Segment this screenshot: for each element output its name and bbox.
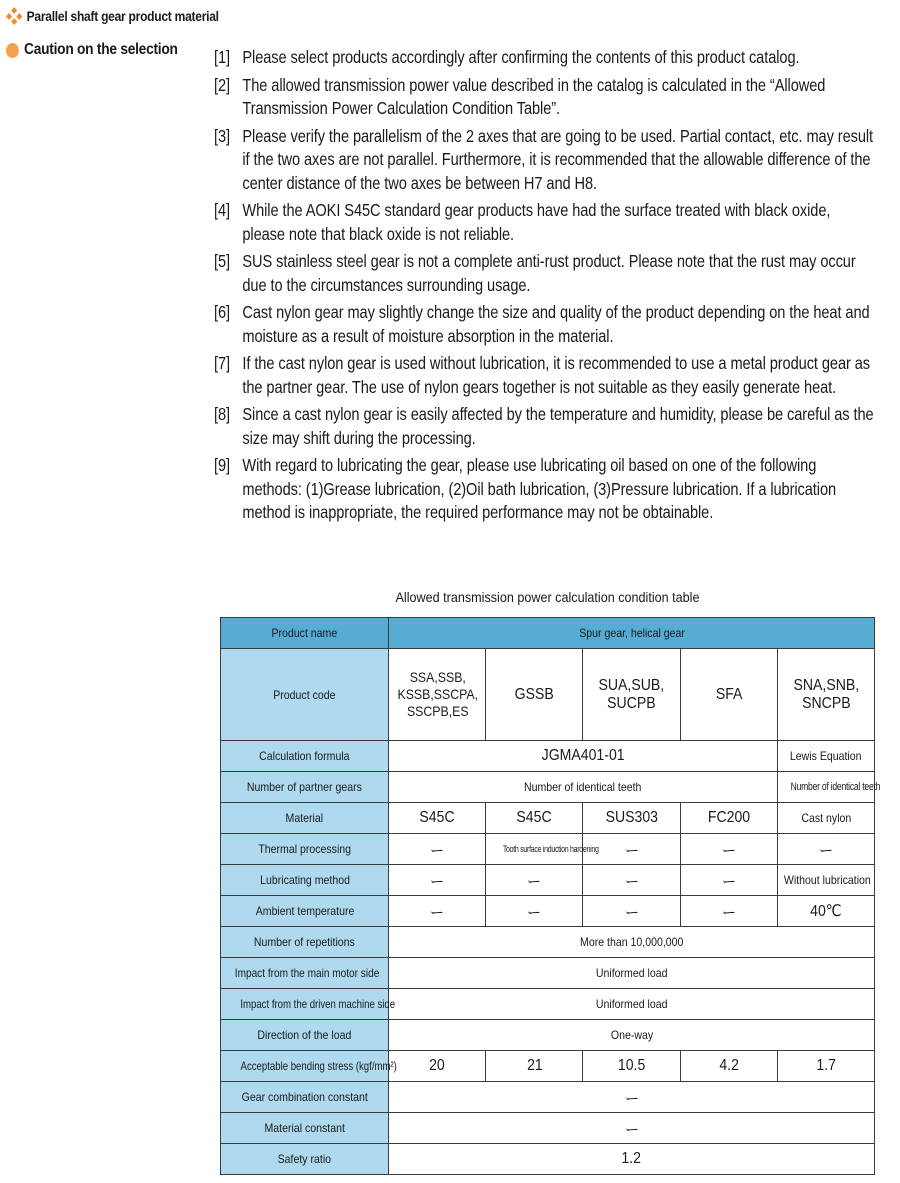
item-text: With regard to lubricating the gear, please use lubricating oil based on one of the following methods: (1)Grease lubrication, (2)Oil bath lubrication, (3)Pressure lubrication. If a lubrication method is inappropriate, the required performance may not be obtainable. [242, 455, 837, 522]
product-code-cell: GSSB [486, 649, 583, 741]
item-number: [9] [214, 455, 231, 475]
diamond-cluster-icon [6, 7, 23, 25]
table-row [221, 1144, 875, 1175]
row-label: Number of partner gears [221, 772, 389, 803]
caution-item [214, 301, 874, 348]
section-header [6, 6, 219, 26]
table-row [221, 741, 875, 772]
ambient-cell: ー [680, 896, 777, 927]
row-label: Material [221, 803, 389, 834]
row-label: Product name [221, 618, 389, 649]
item-number: [3] [214, 125, 231, 146]
row-label: Impact from the main motor side [221, 958, 389, 989]
gear-const-value: ー [389, 1082, 875, 1113]
repetitions-value: More than 10,000,000 [389, 927, 875, 958]
material-cell: S45C [486, 803, 583, 834]
condition-table [220, 617, 880, 1175]
lubricating-cell: ー [583, 865, 680, 896]
table-row [221, 1020, 875, 1051]
item-text: Please verify the parallelism of the 2 axes that are going to be used. Partial contact, etc. may result if the two axes are not parallel. Furthermore, it is recommended that the allowable difference of the center distance of the two axes be between H7 and H8. [242, 125, 874, 193]
table-row [221, 772, 875, 803]
thermal-cell: ー [389, 834, 486, 865]
table-title: Allowed transmission power calculation condition table [395, 589, 700, 605]
partner-nylon: Number of identical teeth [777, 772, 874, 803]
caution-title: Caution on the selection [24, 41, 178, 58]
item-number: [1] [214, 47, 231, 67]
caution-item [214, 454, 874, 525]
product-code-cell: SUA,SUB, SUCPB [583, 649, 680, 741]
impact-motor-value: Uniformed load [389, 958, 875, 989]
lubricating-cell: Without lubrication [777, 865, 874, 896]
item-number: [6] [214, 302, 231, 322]
section-title: Parallel shaft gear product material [26, 8, 219, 24]
caution-item [214, 352, 874, 399]
lubricating-cell: ー [680, 865, 777, 896]
bending-cell: 20 [389, 1051, 486, 1082]
table-row [221, 618, 875, 649]
product-code-cell: SFA [680, 649, 777, 741]
lubricating-cell: ー [486, 865, 583, 896]
table-row [221, 1051, 875, 1082]
material-cell: SUS303 [583, 803, 680, 834]
impact-driven-value: Uniformed load [389, 989, 875, 1020]
thermal-cell: ー [777, 834, 874, 865]
item-number: [8] [214, 404, 231, 424]
caution-item [214, 125, 874, 196]
product-code-cell: SSA,SSB, KSSB,SSCPA, SSCPB,ES [389, 649, 486, 741]
item-text: While the AOKI S45C standard gear products have had the surface treated with black oxide, please note that black oxide is not reliable. [242, 200, 831, 244]
safety-value: 1.2 [389, 1144, 875, 1175]
table-row [221, 649, 875, 741]
lubricating-cell: ー [389, 865, 486, 896]
caution-item [214, 74, 874, 121]
row-label: Thermal processing [221, 834, 389, 865]
bending-cell: 10.5 [583, 1051, 680, 1082]
bending-cell: 4.2 [680, 1051, 777, 1082]
row-label: Gear combination constant [221, 1082, 389, 1113]
caution-item [214, 250, 874, 297]
caution-item [214, 46, 874, 70]
table-row [221, 927, 875, 958]
thermal-cell: ー [680, 834, 777, 865]
material-cell: S45C [389, 803, 486, 834]
row-label: Product code [221, 649, 389, 741]
row-label: Safety ratio [221, 1144, 389, 1175]
ambient-cell: ー [486, 896, 583, 927]
row-label: Number of repetitions [221, 927, 389, 958]
table-row [221, 958, 875, 989]
partner-value: Number of identical teeth [389, 772, 778, 803]
item-number: [5] [214, 251, 231, 271]
calc-formula-nylon: Lewis Equation [777, 741, 874, 772]
table-row [221, 834, 875, 865]
item-text: The allowed transmission power value described in the catalog is calculated in the “Allowed Transmission Power Calculation Condition Table”. [242, 74, 826, 118]
direction-value: One-way [389, 1020, 875, 1051]
item-number: [2] [214, 74, 231, 95]
material-cell: Cast nylon [777, 803, 874, 834]
item-text: Please select products accordingly after confirming the contents of this product catalog. [242, 47, 800, 67]
item-text: SUS stainless steel gear is not a complete anti-rust product. Please note that the rust may occur due to the circumstances surrounding usage. [242, 251, 856, 295]
item-text: If the cast nylon gear is used without lubrication, it is recommended to use a metal product gear as the partner gear. The use of nylon gears together is not suitable as they easily generate heat. [242, 353, 871, 397]
material-cell: FC200 [680, 803, 777, 834]
row-label: Ambient temperature [221, 896, 389, 927]
caution-list [214, 46, 874, 529]
thermal-cell: ー [583, 834, 680, 865]
caution-item [214, 403, 874, 450]
ambient-cell: ー [389, 896, 486, 927]
caution-heading [6, 40, 178, 60]
row-label: Material constant [221, 1113, 389, 1144]
calc-formula-value: JGMA401-01 [389, 741, 778, 772]
table-row [221, 1113, 875, 1144]
product-code-cell: SNA,SNB, SNCPB [777, 649, 874, 741]
bending-cell: 1.7 [777, 1051, 874, 1082]
row-label: Direction of the load [221, 1020, 389, 1051]
thermal-cell: Tooth surface induction hardening [486, 834, 583, 865]
bullet-dot-icon [6, 43, 19, 58]
item-text: Since a cast nylon gear is easily affected by the temperature and humidity, please be careful as the size may shift during the processing. [242, 404, 874, 448]
material-const-value: ー [389, 1113, 875, 1144]
table-row [221, 989, 875, 1020]
ambient-cell: ー [583, 896, 680, 927]
ambient-cell: 40℃ [777, 896, 874, 927]
row-label: Calculation formula [221, 741, 389, 772]
caution-item [214, 199, 874, 246]
table-row [221, 803, 875, 834]
product-name-value: Spur gear, helical gear [389, 618, 875, 649]
bending-cell: 21 [486, 1051, 583, 1082]
row-label: Impact from the driven machine side [221, 989, 389, 1020]
item-number: [7] [214, 353, 231, 373]
table-row [221, 1082, 875, 1113]
table-row [221, 896, 875, 927]
table-row [221, 865, 875, 896]
item-number: [4] [214, 200, 231, 220]
row-label: Acceptable bending stress (kgf/mm²) [221, 1051, 389, 1082]
item-text: Cast nylon gear may slightly change the size and quality of the product depending on the heat and moisture as a result of moisture absorption in the material. [242, 302, 870, 346]
row-label: Lubricating method [221, 865, 389, 896]
